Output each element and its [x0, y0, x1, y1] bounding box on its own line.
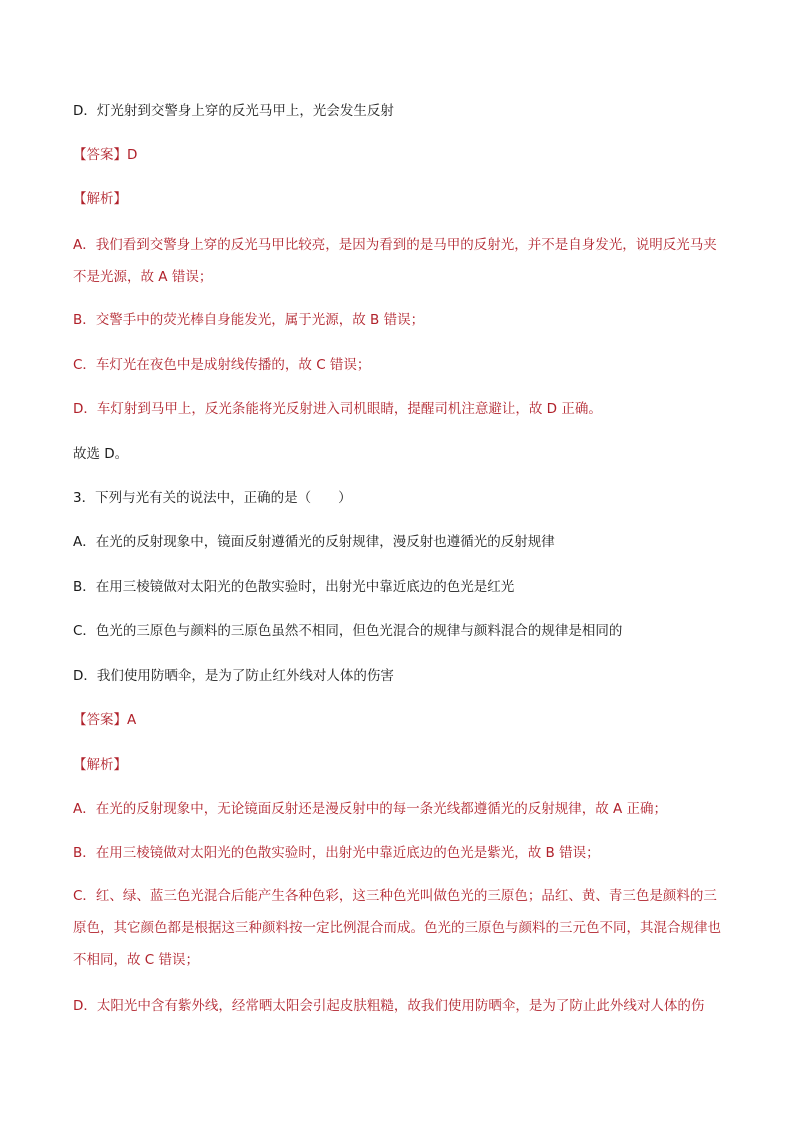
q3-option-b: B．在用三棱镜做对太阳光的色散实验时，出射光中靠近底边的色光是红光: [73, 579, 515, 595]
q3-option-c: C．色光的三原色与颜料的三原色虽然不相同，但色光混合的规律与颜料混合的规律是相同的: [73, 623, 623, 639]
q2-explanation-d: D．车灯射到马甲上，反光条能将光反射进入司机眼睛，提醒司机注意避让，故 D 正确。: [73, 401, 602, 417]
q2-analysis-header: 【解析】: [73, 191, 127, 207]
q2-explanation-c: C．车灯光在夜色中是成射线传播的，故 C 错误；: [73, 357, 371, 373]
q2-choose: 故选 D。: [73, 446, 129, 462]
q3-explanation-b: B．在用三棱镜做对太阳光的色散实验时，出射光中靠近底边的色光是紫光，故 B 错误；: [73, 845, 600, 861]
q2-explanation-a: A．我们看到交警身上穿的反光马甲比较亮，是因为看到的是马甲的反射光，并不是自身发光，说明反光马夹不是光源，故 A 错误；: [73, 237, 717, 285]
q3-option-d: D．我们使用防晒伞，是为了防止红外线对人体的伤害: [73, 668, 394, 684]
q2-option-d: D．灯光射到交警身上穿的反光马甲上，光会发生反射: [73, 103, 394, 119]
q2-answer: 【答案】D: [73, 147, 138, 163]
q3-explanation-d: D．太阳光中含有紫外线，经常晒太阳会引起皮肤粗糙，故我们使用防晒伞，是为了防止此外线对人体的伤: [73, 998, 705, 1014]
q2-explanation-b: B．交警手中的荧光棒自身能发光，属于光源，故 B 错误；: [73, 312, 425, 328]
q3-answer: 【答案】A: [73, 712, 137, 728]
q3-explanation-a: A．在光的反射现象中，无论镜面反射还是漫反射中的每一条光线都遵循光的反射规律，故 A 正确；: [73, 801, 668, 817]
q3-stem: 3．下列与光有关的说法中，正确的是（ ）: [73, 490, 352, 506]
q3-explanation-c: C．红、绿、蓝三色光混合后能产生各种色彩，这三种色光叫做色光的三原色；品红、黄、青三色是颜料的三原色，其它颜色都是根据这三种颜料按一定比例混合而成。色光的三原色与颜料的三元色不同，其混合规律也不相同，故 C 错误；: [73, 888, 721, 968]
q3-analysis-header: 【解析】: [73, 757, 127, 773]
q3-option-a: A．在光的反射现象中，镜面反射遵循光的反射规律，漫反射也遵循光的反射规律: [73, 534, 555, 550]
